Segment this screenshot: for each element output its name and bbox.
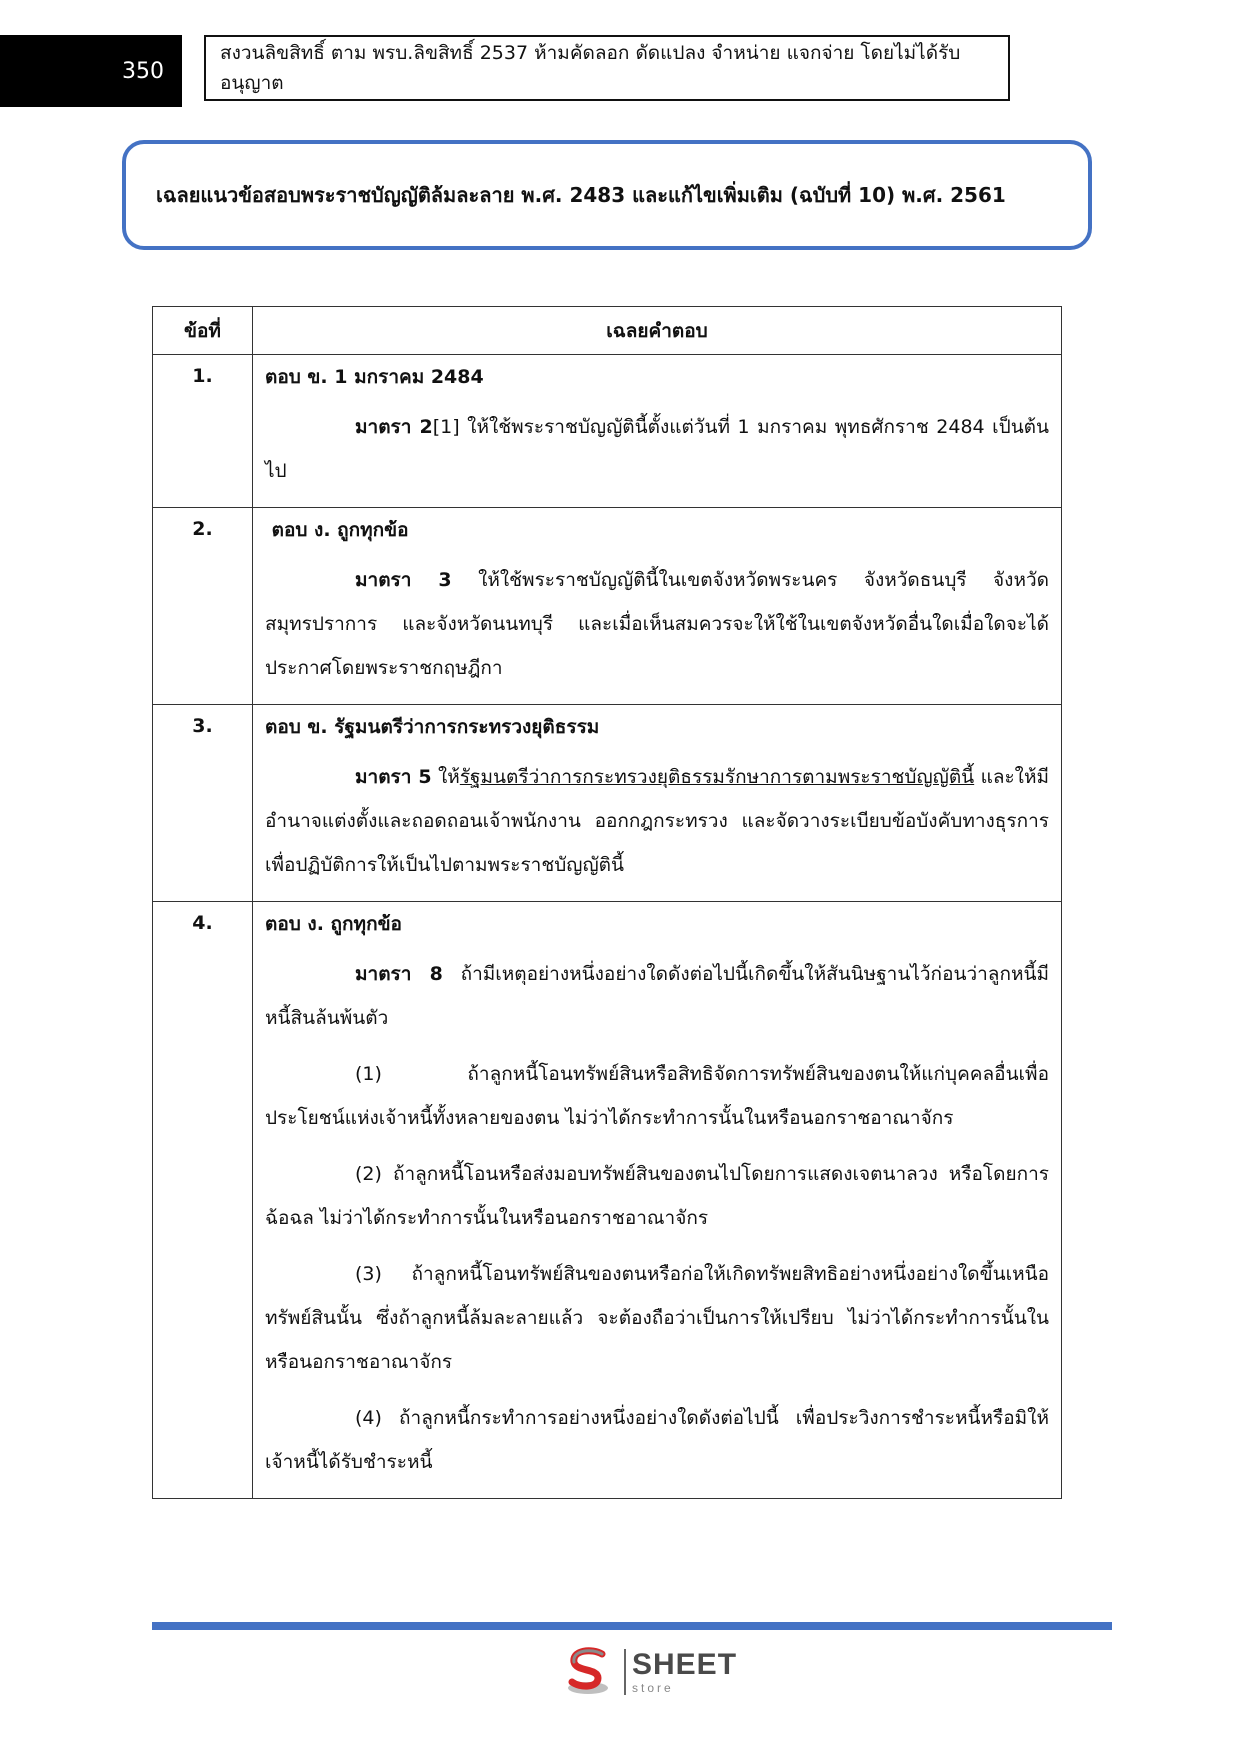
section-paragraph bbox=[265, 755, 1049, 887]
section-label: มาตรา 3 bbox=[355, 569, 452, 591]
table-row bbox=[153, 355, 1062, 508]
answer-cell bbox=[253, 355, 1062, 508]
logo-subtitle: store bbox=[632, 1681, 674, 1695]
answer-table bbox=[152, 306, 1062, 1499]
subsection-paragraph: (1) ถ้าลูกหนี้โอนทรัพย์สินหรือสิทธิจัดการทรัพย์สินของตนให้แก่บุคคลอื่นเพื่อประโยชน์แห่งเจ้าหนี้ทั้งหลายของตน ไม่ว่าได้กระทำการนั้นในหรือนอกราชอาณาจักร bbox=[265, 1063, 1049, 1129]
section-paragraph bbox=[265, 558, 1049, 690]
copyright-text: สงวนลิขสิทธิ์ ตาม พรบ.ลิขสิทธิ์ 2537 ห้ามคัดลอก ดัดแปลง จำหน่าย แจกจ่าย โดยไม่ได้รับอนุญาต bbox=[220, 42, 961, 94]
section-label: มาตรา 8 bbox=[355, 963, 443, 985]
page-number: 350 bbox=[122, 58, 164, 84]
subsection-paragraph: (4) ถ้าลูกหนี้กระทำการอย่างหนึ่งอย่างใดดังต่อไปนี้ เพื่อประวิงการชำระหนี้หรือมิให้เจ้าหนี้ได้รับชำระหนี้ bbox=[265, 1407, 1049, 1473]
table-row bbox=[153, 705, 1062, 902]
section-label: มาตรา 5 bbox=[355, 766, 432, 788]
table-row bbox=[153, 508, 1062, 705]
sheet-logo-icon bbox=[562, 1644, 618, 1700]
question-number: 1. bbox=[153, 355, 253, 508]
footer-divider bbox=[152, 1622, 1112, 1630]
section-paragraph bbox=[265, 405, 1049, 493]
section-text: ถ้ามีเหตุอย่างหนึ่งอย่างใดดังต่อไปนี้เกิดขึ้นให้สันนิษฐานไว้ก่อนว่าลูกหนี้มีหนี้สินล้นพ้นตัว bbox=[265, 963, 1049, 1029]
answer-cell bbox=[253, 902, 1062, 1499]
column-header-answer: เฉลยคำตอบ bbox=[253, 307, 1062, 355]
table-header-row bbox=[153, 307, 1062, 355]
question-number: 4. bbox=[153, 902, 253, 1499]
section-text: ให้ใช้พระราชบัญญัตินี้ในเขตจังหวัดพระนคร จังหวัดธนบุรี จังหวัดสมุทรปราการ และจังหวัดนนทบุรี และเมื่อเห็นสมควรจะให้ใช้ในเขตจังหวัดอื่นใดเมื่อใดจะได้ประกาศโดยพระราชกฤษฎีกา bbox=[265, 569, 1049, 679]
logo-wordmark bbox=[632, 1650, 737, 1694]
table-row bbox=[153, 902, 1062, 1499]
section-paragraph bbox=[265, 952, 1049, 1040]
section-text: และให้มีอำนาจแต่งตั้งและถอดถอนเจ้าพนักงาน ออกกฎกระทรวง และจัดวางระเบียบข้อบังคับทางธุรการ เพื่อปฏิบัติการให้เป็นไปตามพระราชบัญญัตินี้ bbox=[265, 766, 1049, 876]
answer-line: ตอบ ง. ถูกทุกข้อ bbox=[265, 519, 409, 541]
section-label: มาตรา 2 bbox=[355, 416, 433, 438]
section-text-lead: ให้ bbox=[431, 766, 460, 788]
subsection-paragraph: (2) ถ้าลูกหนี้โอนหรือส่งมอบทรัพย์สินของตนไปโดยการแสดงเจตนาลวง หรือโดยการฉ้อฉล ไม่ว่าได้กระทำการนั้นในหรือนอกราชอาณาจักร bbox=[265, 1163, 1049, 1229]
answer-line: ตอบ ง. ถูกทุกข้อ bbox=[265, 913, 402, 935]
logo-title: SHEET bbox=[632, 1648, 738, 1681]
column-header-number: ข้อที่ bbox=[153, 307, 253, 355]
answer-line: ตอบ ข. 1 มกราคม 2484 bbox=[265, 366, 484, 388]
question-number: 2. bbox=[153, 508, 253, 705]
underlined-text: รัฐมนตรีว่าการกระทรวงยุติธรรมรักษาการตามพระราชบัญญัตินี้ bbox=[459, 766, 975, 788]
page-title: เฉลยแนวข้อสอบพระราชบัญญัติล้มละลาย พ.ศ. 2483 และแก้ไขเพิ่มเติม (ฉบับที่ 10) พ.ศ. 2561 bbox=[156, 183, 1006, 207]
subsection-paragraph: (3) ถ้าลูกหนี้โอนทรัพย์สินของตนหรือก่อให้เกิดทรัพยสิทธิอย่างหนึ่งอย่างใดขึ้นเหนือทรัพย์สินนั้น ซึ่งถ้าลูกหนี้ล้มละลายแล้ว จะต้องถือว่าเป็นการให้เปรียบ ไม่ว่าได้กระทำการนั้นในหรือนอกราชอาณาจักร bbox=[265, 1263, 1049, 1373]
answer-cell bbox=[253, 705, 1062, 902]
logo-separator bbox=[624, 1649, 626, 1695]
answer-line: ตอบ ข. รัฐมนตรีว่าการกระทรวงยุติธรรม bbox=[265, 716, 600, 738]
answer-cell bbox=[253, 508, 1062, 705]
section-text: [1] ให้ใช้พระราชบัญญัตินี้ตั้งแต่วันที่ 1 มกราคม พุทธศักราช 2484 เป็นต้นไป bbox=[265, 416, 1050, 482]
copyright-notice bbox=[204, 35, 1010, 101]
page-number-tab bbox=[0, 35, 182, 107]
page-title-box bbox=[122, 140, 1092, 250]
question-number: 3. bbox=[153, 705, 253, 902]
sheet-store-logo bbox=[562, 1644, 742, 1700]
